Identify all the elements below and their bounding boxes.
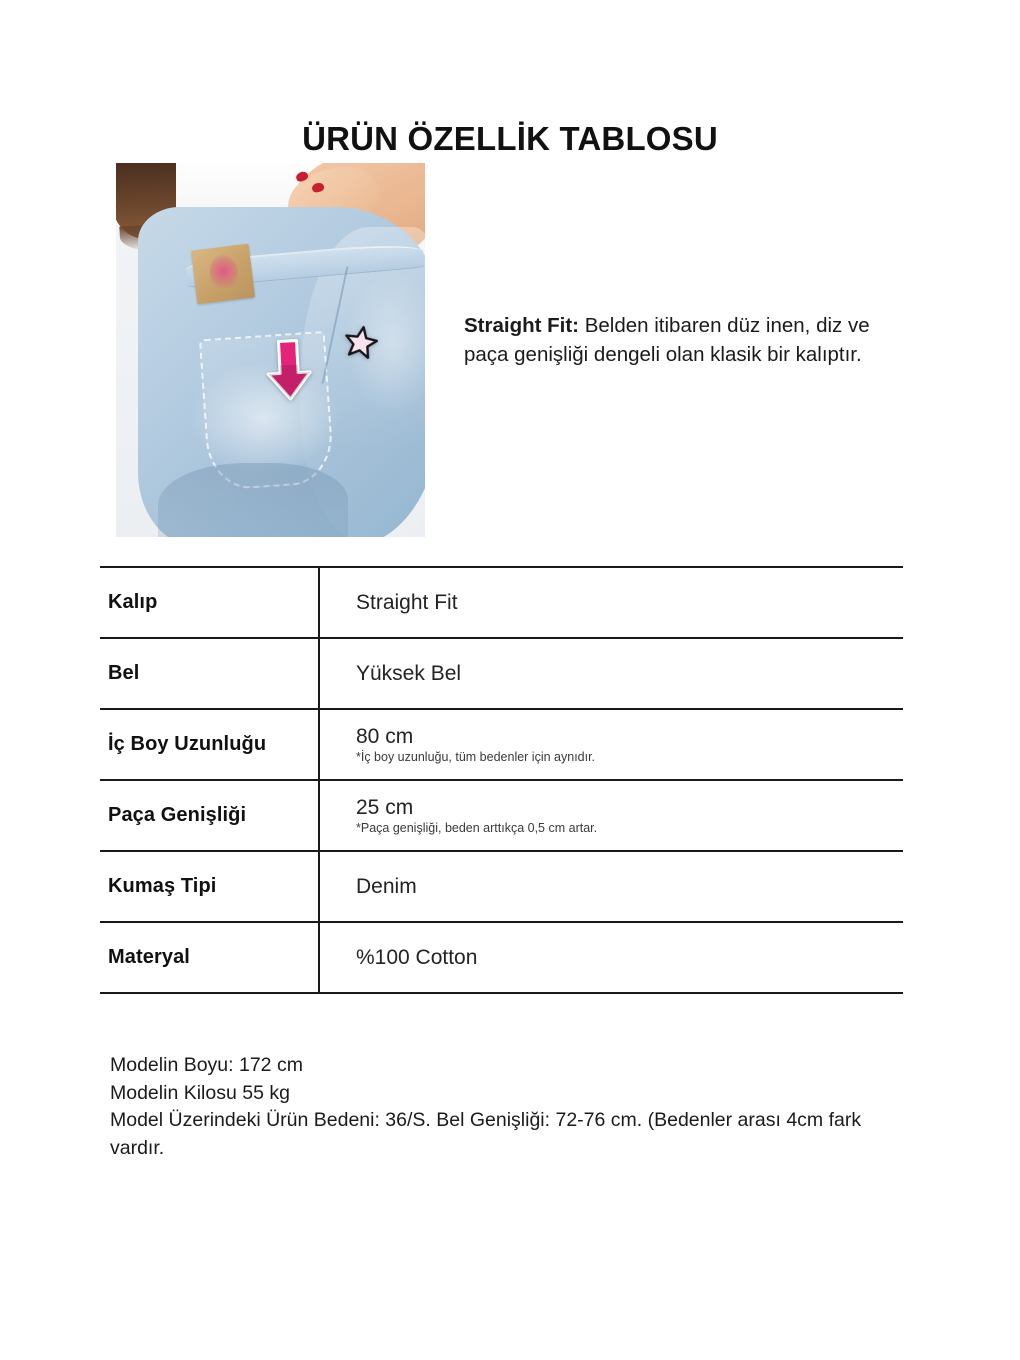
spec-value-paca-genisligi [319,780,903,851]
spec-value-ic-boy-uzunlugu [319,709,903,780]
spec-value-text: 80 cm [356,724,414,748]
spec-value-text: Straight Fit [356,590,458,614]
spec-value-note: *İç boy uzunluğu, tüm bedenler için aynıdır. [356,750,596,765]
table-row [100,567,903,638]
star-patch-icon [341,322,380,361]
spec-value-bel [319,638,903,709]
table-row [100,851,903,922]
pink-arrow-patch-icon [264,338,313,402]
model-measurements [110,1052,900,1163]
product-image [116,163,425,537]
denim-seam [322,266,349,384]
spec-value-note: *Paça genişliği, beden arttıkça 0,5 cm artar. [356,821,598,836]
spec-value-text: Denim [356,874,417,898]
table-row [100,780,903,851]
spec-value-materyal [319,922,903,993]
spec-label-materyal: Materyal [100,922,319,993]
spec-value-text: 25 cm [356,795,414,819]
spec-value-text: %100 Cotton [356,945,478,969]
model-worn-size: Model Üzerindeki Ürün Bedeni: 36/S. Bel Genişliği: 72-76 cm. (Bedenler arası 4cm fark vardır. [110,1109,867,1160]
page-title: ÜRÜN ÖZELLİK TABLOSU [302,120,718,158]
fit-description-body: Belden itibaren düz inen, diz ve paça genişliği dengeli olan klasik bir kalıptır. [464,313,870,366]
spec-label-bel: Bel [100,638,319,709]
specification-table-body [100,567,903,993]
specification-table [100,566,903,994]
spec-value-kalip [319,567,903,638]
spec-value-text: Yüksek Bel [356,661,462,685]
spec-label-paca-genisligi: Paça Genişliği [100,780,319,851]
denim-leg-shadow [158,463,348,537]
table-row [100,709,903,780]
spec-label-kumas-tipi: Kumaş Tipi [100,851,319,922]
spec-label-kalip: Kalıp [100,567,319,638]
spec-value-kumas-tipi [319,851,903,922]
spec-label-ic-boy-uzunlugu: İç Boy Uzunluğu [100,709,319,780]
model-height: Modelin Boyu: 172 cm [110,1054,303,1076]
product-photo-composition [116,163,425,537]
brand-label-patch [191,244,255,305]
table-row [100,922,903,993]
fit-description-lead: Straight Fit: [464,313,580,337]
table-row [100,638,903,709]
model-weight: Modelin Kilosu 55 kg [110,1081,290,1104]
fit-description [464,311,876,369]
